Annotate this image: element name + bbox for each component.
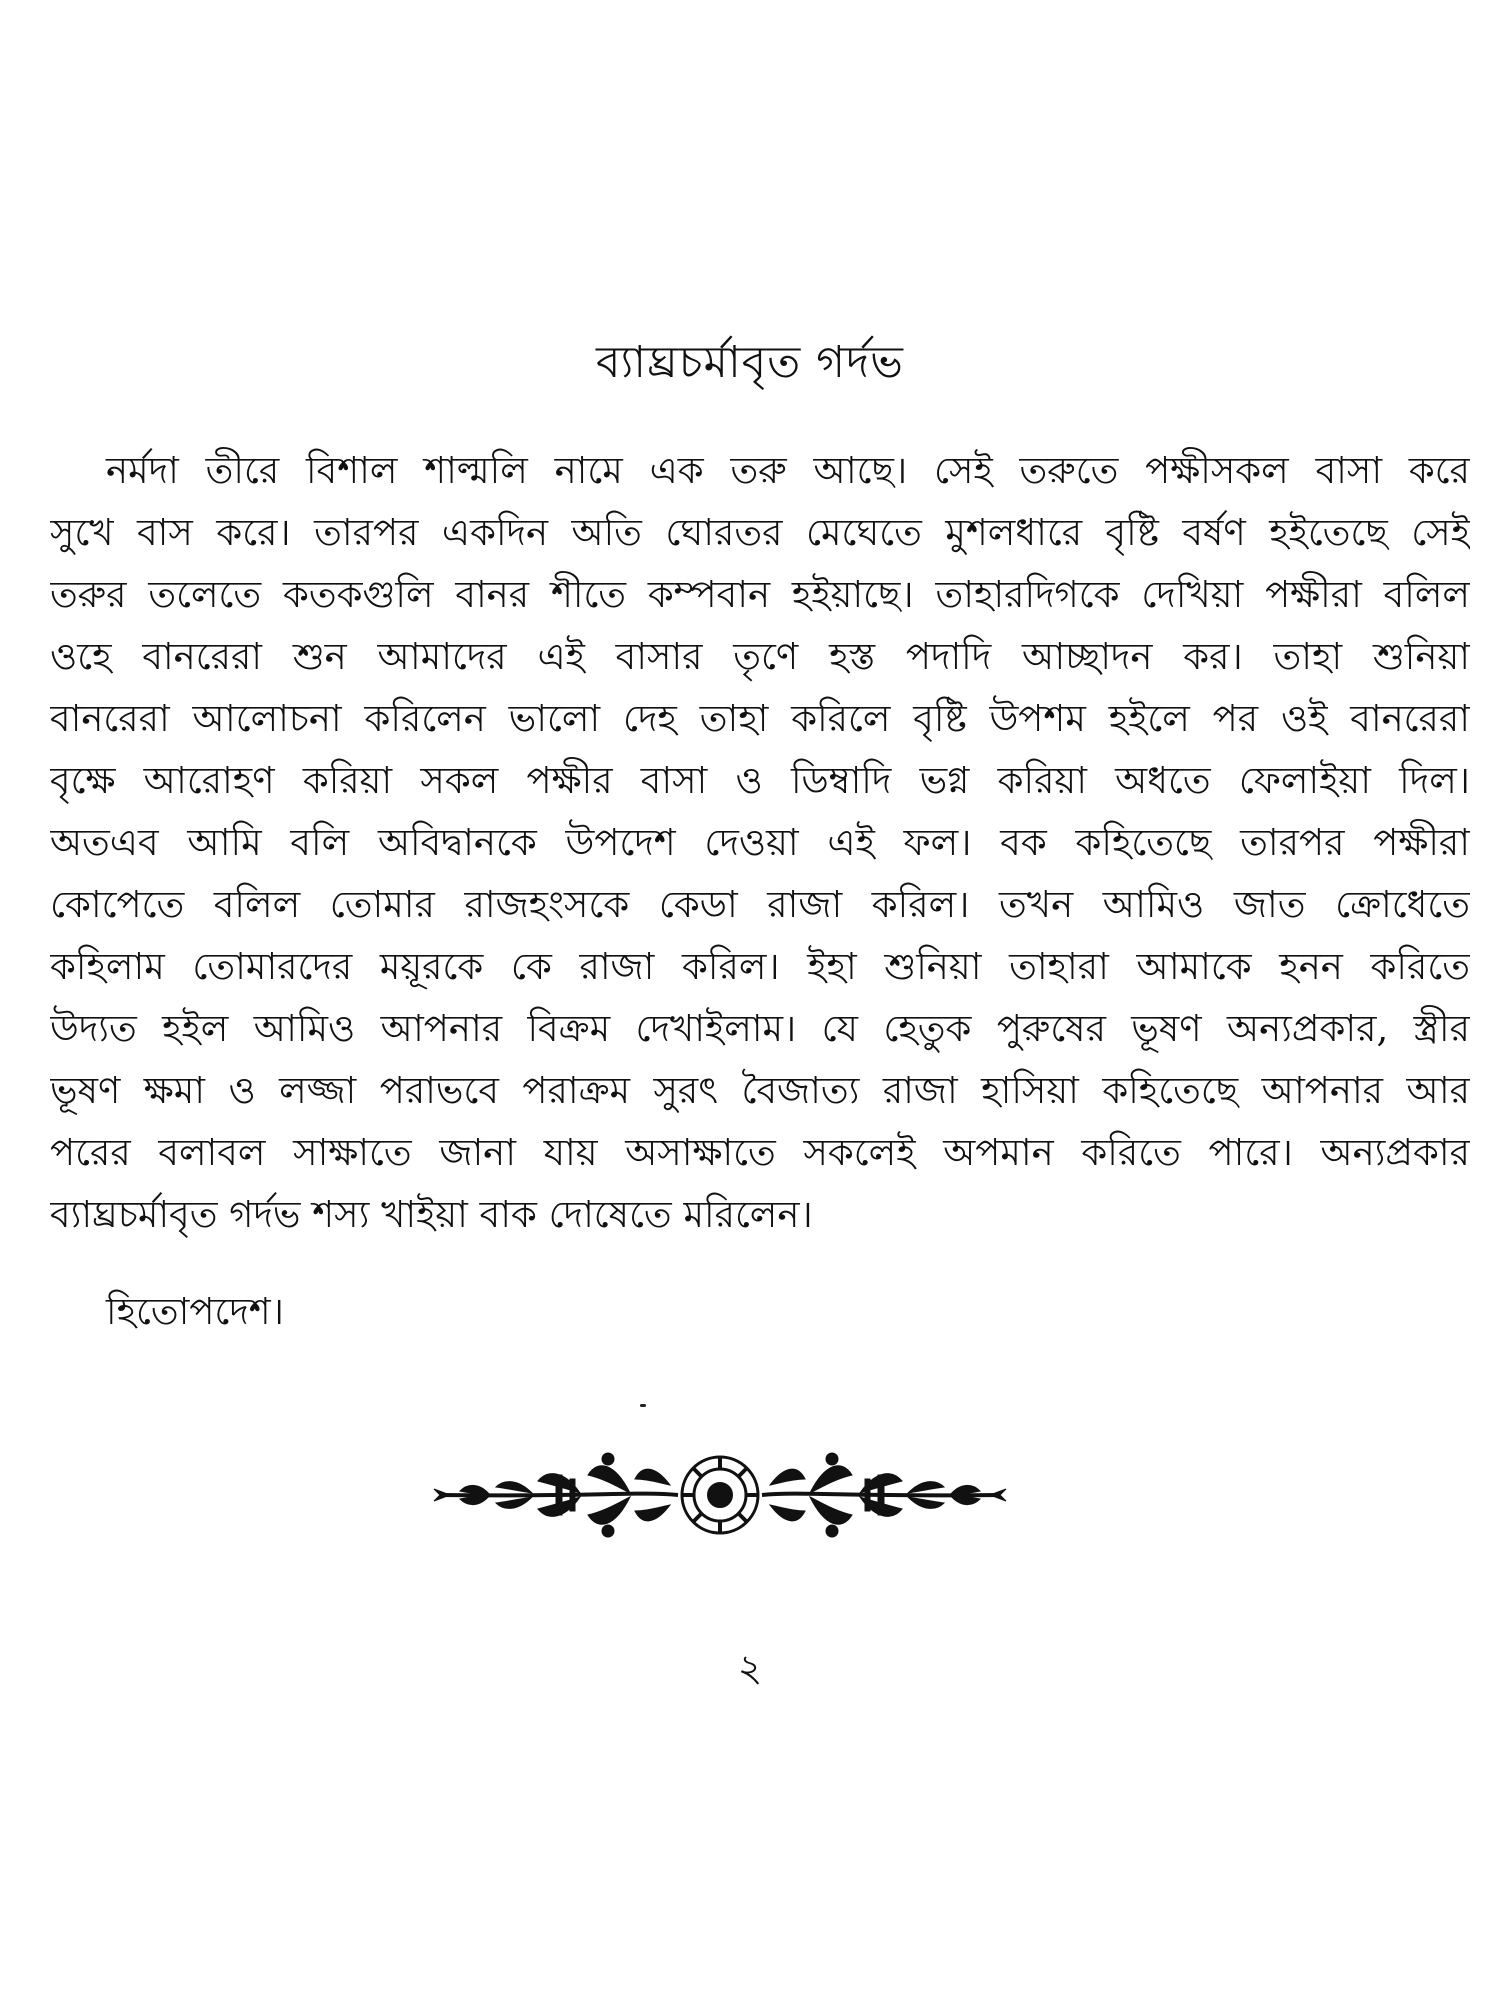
story-paragraph bbox=[50, 440, 1470, 1246]
page-title: ব্যাঘ্রচর্মাবৃত গর্দভ bbox=[596, 337, 904, 388]
text-line: বানরেরা আলোচনা করিলেন ভালো দেহ তাহা করিলে বৃষ্টি উপশম হইলে পর ওই বানরেরা bbox=[50, 697, 1470, 740]
text-line: বৃক্ষে আরোহণ করিয়া সকল পক্ষীর বাসা ও ডিম্বাদি ভগ্ন করিয়া অধতে ফেলাইয়া দিল। bbox=[50, 759, 1470, 802]
text-line: উদ্যত হইল আমিও আপনার বিক্রম দেখাইলাম। যে হেতুক পুরুষের ভূষণ অন্যপ্রকার, স্ত্রীর bbox=[50, 1007, 1470, 1050]
text-line: কোপেতে বলিল তোমার রাজহংসকে কেডা রাজা করিল। তখন আমিও জাত ক্রোধেতে bbox=[50, 883, 1470, 926]
text-line: ভূষণ ক্ষমা ও লজ্জা পরাভবে পরাক্রম সুরৎ বৈজাত্য রাজা হাসিয়া কহিতেছে আপনার আর bbox=[50, 1069, 1470, 1112]
text-line: অতএব আমি বলি অবিদ্বানকে উপদেশ দেওয়া এই ফল। বক কহিতেছে তারপর পক্ষীরা bbox=[50, 821, 1470, 864]
text-line: কহিলাম তোমারদের ময়ূরকে কে রাজা করিল। ইহা শুনিয়া তাহারা আমাকে হনন করিতে bbox=[50, 945, 1470, 988]
page-number: ২ bbox=[737, 1646, 763, 1690]
text-line: পরের বলাবল সাক্ষাতে জানা যায় অসাক্ষাতে সকলেই অপমান করিতে পারে। অন্যপ্রকার bbox=[50, 1131, 1470, 1174]
ink-speck bbox=[640, 1404, 646, 1407]
source-attribution: হিতোপদেশ। bbox=[106, 1290, 284, 1333]
text-line: তরুর তলেতে কতকগুলি বানর শীতে কম্পবান হইয়াছে। তাহারদিগকে দেখিয়া পক্ষীরা বলিল bbox=[50, 573, 1470, 616]
floral-divider-ornament bbox=[420, 1435, 1020, 1555]
text-line: ব্যাঘ্রচর্মাবৃত গর্দভ শস্য খাইয়া বাক দোষেতে মরিলেন। bbox=[50, 1193, 813, 1236]
text-line: ওহে বানরেরা শুন আমাদের এই বাসার তৃণে হস্ত পদাদি আচ্ছাদন কর। তাহা শুনিয়া bbox=[50, 635, 1470, 678]
text-line: সুখে বাস করে। তারপর একদিন অতি ঘোরতর মেঘেতে মুশলধারে বৃষ্টি বর্ষণ হইতেছে সেই bbox=[50, 511, 1470, 554]
text-line: নর্মদা তীরে বিশাল শাল্মলি নামে এক তরু আছে। সেই তরুতে পক্ষীসকল বাসা করে bbox=[106, 449, 1470, 492]
